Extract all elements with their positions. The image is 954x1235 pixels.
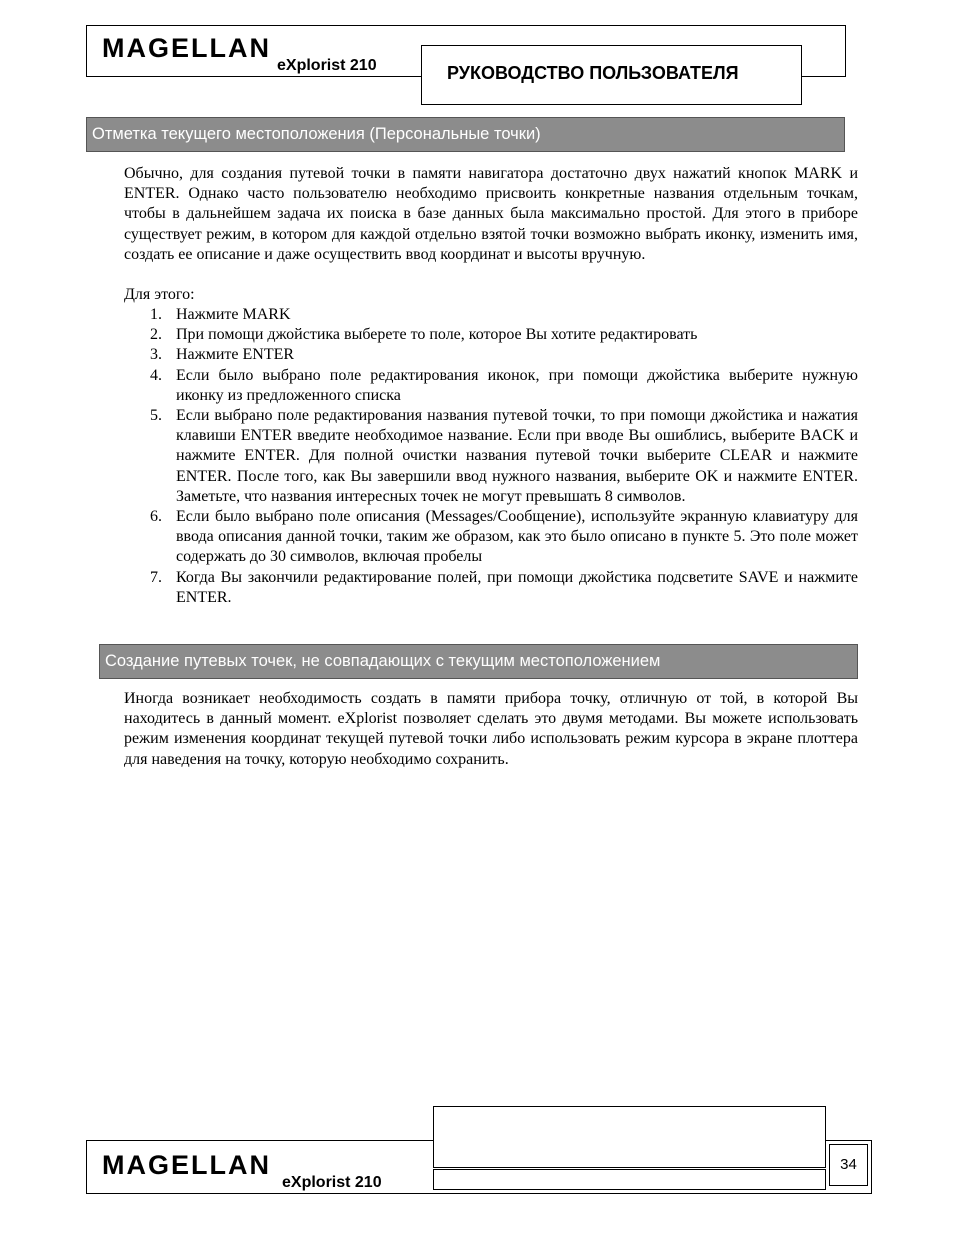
section1-intro: Обычно, для создания путевой точки в памяти навигатора достаточно двух нажатий кнопок MARK и ENTER. Однако часто пользователю необходимо присвоить конкретные названия отдельным точкам, чтобы в дальнейшем задача их поиска в базе данных была максимально простой. Для этого в приборе существует режим, в котором для каждой отдельно взятой точки возможно выбрать иконку, изменить имя, создать ее описание и даже осуществить ввод координат и высоты вручную. bbox=[124, 165, 858, 263]
header-brand-logo: MAGELLAN bbox=[102, 33, 271, 63]
step-text: При помощи джойстика выберете то поле, которое Вы хотите редактировать bbox=[176, 326, 698, 344]
step-text: Если было выбрано поле редактирования иконок, при помощи джойстика выберите нужную иконку из предложенного списка bbox=[176, 366, 858, 404]
step-number: 7. bbox=[150, 568, 162, 586]
step-number: 4. bbox=[150, 366, 162, 384]
footer-top-box bbox=[433, 1106, 826, 1168]
list-item bbox=[124, 406, 858, 507]
list-item bbox=[124, 366, 858, 406]
section1-steps-list bbox=[124, 305, 858, 608]
step-text: Если было выбрано поле описания (Messages/Сообщение), используйте экранную клавиатуру для ввода описания данной точки, таким же образом, как это было описано в пункте 5. Это поле может содержать до 30 символов, включая пробелы bbox=[176, 508, 858, 566]
list-item bbox=[124, 345, 858, 365]
header-doc-title: РУКОВОДСТВО ПОЛЬЗОВАТЕЛЯ bbox=[447, 63, 739, 83]
header-model: eXplorist 210 bbox=[277, 57, 377, 74]
footer-bottom-box bbox=[433, 1169, 826, 1190]
step-number: 5. bbox=[150, 407, 162, 425]
list-item bbox=[124, 507, 858, 568]
list-item bbox=[124, 568, 858, 608]
section1-title-bar: Отметка текущего местоположения (Персональные точки) bbox=[86, 117, 845, 152]
step-text: Нажмите ENTER bbox=[176, 346, 295, 364]
section2-body: Иногда возникает необходимость создать в памяти прибора точку, отличную от той, в которой Вы находитесь в данный момент. eXplorist позволяет сделать это двумя методами. Вы можете использовать режим изменения координат текущей путевой точки либо использовать режим курсора в экране плоттера для наведения на точку, которую необходимо сохранить. bbox=[124, 690, 858, 768]
footer-brand-logo: MAGELLAN bbox=[102, 1150, 271, 1180]
page-number: 34 bbox=[829, 1144, 868, 1186]
step-text: Если выбрано поле редактирования названия путевой точки, то при помощи джойстика и нажатия клавиши ENTER введите необходимое название. Если при вводе Вы ошиблись, выберите BACK и нажмите ENTER. Для полной очистки названия путевой точки выберите CLEAR и нажмите ENTER. После того, как Вы завершили ввод нужного названия, выберите OK и нажмите ENTER. Заметьте, что названия интересных точек не могут превышать 8 символов. bbox=[176, 407, 858, 505]
list-item bbox=[124, 325, 858, 345]
section1-lead: Для этого: bbox=[124, 286, 195, 303]
step-number: 3. bbox=[150, 346, 162, 364]
step-number: 1. bbox=[150, 306, 162, 323]
step-text: Нажмите MARK bbox=[176, 306, 291, 323]
section2-title-bar: Создание путевых точек, не совпадающих с текущим местоположением bbox=[99, 644, 858, 679]
step-text: Когда Вы закончили редактирование полей, при помощи джойстика подсветите SAVE и нажмите ENTER. bbox=[176, 568, 858, 606]
step-number: 6. bbox=[150, 508, 162, 526]
step-number: 2. bbox=[150, 326, 162, 344]
footer-model: eXplorist 210 bbox=[282, 1174, 382, 1191]
list-item bbox=[124, 305, 858, 325]
